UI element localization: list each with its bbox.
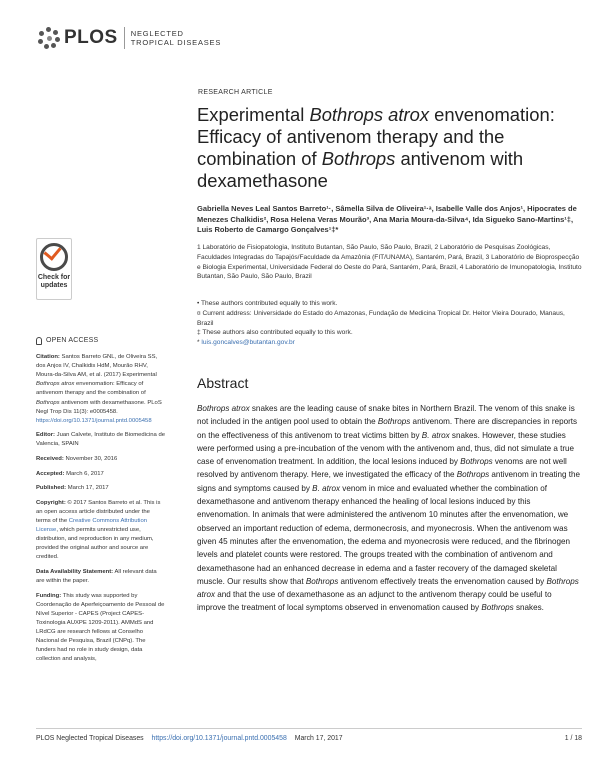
page-number: 1 / 18 — [564, 735, 582, 742]
abstract-italic-term: Bothrops atrox — [197, 576, 579, 600]
plos-logo-icon — [38, 27, 60, 49]
abstract-text-run: snakes. — [513, 603, 544, 613]
published-date: Published: March 17, 2017 — [36, 485, 109, 492]
article-title: Experimental Bothrops atrox envenomation: Efficacy of antivenom therapy and the combination of Bothrops antivenom with dexamethasone — [197, 104, 555, 191]
affiliations: 1 Laboratório de Fisiopatologia, Instituto Butantan, São Paulo, São Paulo, Brazil, 2 Laboratório de Pesquisas Zoológicas, Faculdades Integradas do Tapajós/Faculdade da Amazônia (FIT/UNAMA), Santarém, Pará, Brazil, 3 Laboratório de Bioprospecção e Biologia Experimental, Universidade Federal do Oeste do Pará, Santarém, Pará, Brazil, 4 Laboratório de Imunopatologia, Instituto Butantan, São Paulo, São Paulo, Brazil — [197, 244, 582, 281]
received-date: Received: November 30, 2016 — [36, 456, 118, 463]
abstract-italic-term: Bothrops — [456, 470, 490, 480]
equal-contribution-note: • These authors contributed equally to this work. — [197, 300, 338, 307]
page-footer — [36, 735, 582, 742]
data-availability: Data Availability Statement: All relevant data are within the paper. — [36, 568, 157, 585]
abstract-text-run: antivenom. There are discrepancies in reports on the effectiveness of this antivenom to treat victims bitten by — [197, 417, 578, 440]
citation: Citation: Santos Barreto GNL, de Oliveira SS, dos Anjos IV, Chalkidis HdM, Mourão RHV, Moura-da-Silva AM, et al. (2017) Experimental Bothrops atrox envenomation: Efficacy of antivenom therapy and the combination of Bothrops antivenom with dexamethasone. PLoS Negl Trop Dis 11(3): e0005458. https://doi.org/10.1371/journal.pntd.0005458 — [36, 354, 162, 424]
abstract-heading: Abstract — [197, 375, 249, 391]
abstract-text-run: antivenom effectively treats the envenomation caused by — [338, 576, 547, 586]
footer-divider — [36, 728, 582, 729]
license-link[interactable]: Creative Commons Attribution License — [36, 518, 147, 534]
abstract-italic-term: Bothrops — [305, 576, 339, 586]
accepted-date: Accepted: March 6, 2017 — [36, 470, 104, 477]
journal-name: NEGLECTED TROPICAL DISEASES — [130, 29, 222, 47]
author-notes: • These authors contributed equally to this work. ¤ Current address: Universidade do Estado do Amazonas, Fundação de Medicina Tropical Dr. Heitor Vieira Dourado, Manaus, Brazil ‡ These authors also contributed equally to this work. * luis.goncalves@butantan.gov.br — [197, 299, 582, 348]
corresponding-email-link[interactable]: luis.goncalves@butantan.gov.br — [201, 339, 295, 347]
abstract-text-run: snakes. However, these studies were performed using a pre-incubation of the venom with the antivenom and, thus, did not simulate a true case of envenomation treatment. In addition, the local lesions induced by — [197, 430, 575, 467]
check-updates-icon — [40, 243, 68, 271]
abstract-italic-term: Bothrops — [481, 603, 514, 613]
journal-logo — [38, 24, 221, 52]
abstract-italic-term: B. atrox — [421, 430, 450, 440]
abstract-text-run: antivenom in treating the signs and symptoms caused by — [197, 470, 581, 493]
footer-date: March 17, 2017 — [294, 735, 343, 742]
citation-doi-link[interactable]: https://doi.org/10.1371/journal.pntd.0005458 — [36, 417, 152, 424]
copyright-info: Copyright: © 2017 Santos Barreto et al. This is an open access article distributed under the terms of the Creative Commons Attribution License, which permits unrestricted use, distribution, and reproduction in any medium, provided the original author and source are credited. — [36, 499, 161, 561]
open-lock-icon — [36, 337, 42, 345]
open-access-badge: OPEN ACCESS — [36, 336, 166, 345]
plos-wordmark: PLOS — [64, 27, 118, 48]
footer-journal: PLOS Neglected Tropical Diseases — [36, 735, 144, 742]
author-list: Gabriella Neves Leal Santos Barreto¹·, Sâmella Silva de Oliveira¹·ᵃ, Isabelle Valle dos Anjos¹, Hipocrates de Menezes Chalkidis², Rosa Helena Veras Mourão³, Ana Maria Moura-da-Silva⁴, Ida Sigueko Sano-Martins¹‡, Luis Roberto de Camargo Gonçalves¹‡* — [197, 204, 577, 234]
abstract-text-run: venoms are not well resolved by antivenom therapy. Here, we investigated the efficacy of the — [197, 457, 567, 480]
abstract-italic-term: Bothrops — [460, 457, 493, 467]
abstract-text-run: snakes are the leading cause of snake bites in Northern Brazil. The venom of this snake is not included in the antigen pool used to obtain the — [197, 404, 575, 427]
footer-doi-link[interactable]: https://doi.org/10.1371/journal.pntd.0005458 — [151, 735, 287, 742]
check-for-updates-button[interactable]: Check for updates — [36, 238, 72, 300]
funding-info: Funding: This study was supported by Coordenação de Aperfeiçoamento de Pessoal de Nível Superior - CAPES (Project CAPES-Toxinologia AUXPE 1209-2011). AMMdS and LRdCG are research fellows at Conselho Nacional de Pesquisa, Brazil (CNPq). The funders had no role in study design, data collection and analysis, — [36, 592, 165, 663]
article-info-sidebar — [36, 336, 166, 670]
abstract-body — [197, 402, 582, 615]
abstract-text-run: venom in mice and evaluated whether the combination of dexamethasone and antivenom therapy enhanced the healing of local lesions induced by this envenomation. In animals that were administered the antivenom 10 minutes after the envenomation, we observed an important reduction of edema, dermonecrosis, and myonecrosis. When the antivenom was given 45 minutes after the envenomation, the edema and myonecrosis were reduced, and the fibrinogen levels and platelet counts were restored. The groups treated with the combination of antivenom and dexamethasone had an enhanced decrease in edema and a faster recovery of the damaged skeletal muscle. Our results show that — [197, 483, 570, 586]
editor-info: Editor: Juan Calvete, Instituto de Biomedicina de Valencia, SPAIN — [36, 432, 166, 448]
abstract-italic-term: Bothrops atrox — [197, 404, 250, 413]
abstract-italic-term: Bothrops — [377, 417, 411, 427]
also-equal-note: ‡ These authors also contributed equally to this work. — [197, 329, 353, 337]
abstract-italic-term: B. atrox — [312, 483, 341, 493]
abstract-text-run: and that the use of dexamethasone as an adjunct to the antivenom therapy could be useful to improve the treatment of local symptoms observed in envenomation caused by — [197, 590, 552, 613]
article-type: RESEARCH ARTICLE — [198, 89, 273, 96]
current-address-note: ¤ Current address: Universidade do Estado do Amazonas, Fundação de Medicina Tropical Dr. Heitor Vieira Dourado, Manaus, Brazil — [197, 309, 565, 327]
